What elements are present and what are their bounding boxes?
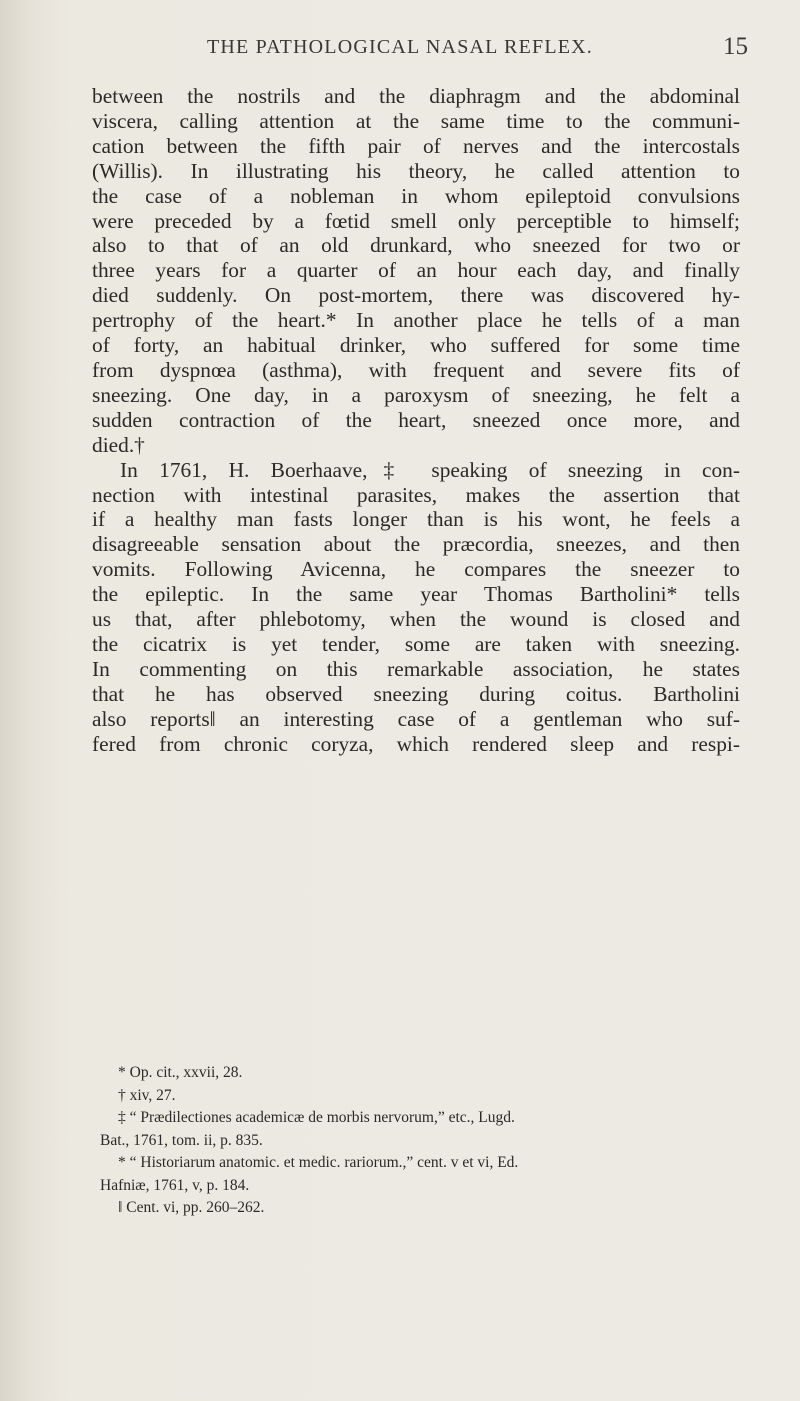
text-line: viscera, calling attention at the same time to the communi-	[92, 108, 740, 133]
footnote: ‖ Cent. vi, pp. 260–262.	[118, 1199, 265, 1216]
footnote: ‡ “ Prædilectiones academicæ de morbis nervorum,” etc., Lugd.	[118, 1109, 515, 1126]
text-line: cation between the fifth pair of nerves and the intercostals	[92, 133, 740, 158]
text-line: also to that of an old drunkard, who sneezed for two or	[92, 233, 740, 258]
text-line: vomits. Following Avicenna, he compares the sneezer to	[92, 557, 740, 582]
footnote: * “ Historiarum anatomic. et medic. rariorum.,” cent. v et vi, Ed.	[118, 1154, 519, 1171]
text-line: In commenting on this remarkable association, he states	[92, 656, 740, 681]
text-line: (Willis). In illustrating his theory, he called attention to	[92, 158, 740, 183]
text-line: the cicatrix is yet tender, some are taken with sneezing.	[92, 631, 740, 656]
text-line: died suddenly. On post-mortem, there was discovered hy-	[92, 283, 740, 308]
text-line: that he has observed sneezing during coitus. Bartholini	[92, 681, 740, 706]
text-line: fered from chronic coryza, which rendered sleep and respi-	[92, 731, 740, 756]
text-line: also reports‖ an interesting case of a gentleman who suf-	[92, 706, 740, 731]
footnotes	[100, 1062, 740, 1220]
footnote-continuation: Hafniæ, 1761, v, p. 184.	[100, 1176, 250, 1194]
text-line: died.†	[92, 432, 145, 457]
page-number: 15	[723, 33, 748, 60]
text-line: were preceded by a fœtid smell only perceptible to himself;	[92, 208, 740, 233]
footnote-continuation: Bat., 1761, tom. ii, p. 835.	[100, 1131, 263, 1149]
text-line: nection with intestinal parasites, makes the assertion that	[92, 482, 740, 507]
text-line: sneezing. One day, in a paroxysm of sneezing, he felt a	[92, 382, 740, 407]
text-line: us that, after phlebotomy, when the wound is closed and	[92, 607, 740, 632]
text-line: between the nostrils and the diaphragm and the abdominal	[92, 84, 740, 108]
footnote: † xiv, 27.	[118, 1086, 176, 1104]
footnote: * Op. cit., xxvii, 28.	[118, 1064, 243, 1081]
text-line: of forty, an habitual drinker, who suffered for some time	[92, 333, 740, 358]
text-line: sudden contraction of the heart, sneezed once more, and	[92, 407, 740, 432]
text-line: pertrophy of the heart.* In another place he tells of a man	[92, 308, 740, 333]
body-text	[92, 84, 740, 756]
text-line: disagreeable sensation about the præcordia, sneezes, and then	[92, 532, 740, 557]
text-line: from dyspnœa (asthma), with frequent and severe fits of	[92, 357, 740, 382]
text-line: the case of a nobleman in whom epileptoid convulsions	[92, 183, 740, 208]
running-title: THE PATHOLOGICAL NASAL REFLEX.	[207, 36, 593, 58]
text-line: the epileptic. In the same year Thomas Bartholini* tells	[92, 582, 740, 607]
text-line: if a healthy man fasts longer than is his wont, he feels a	[92, 507, 740, 532]
text-line: three years for a quarter of an hour each day, and finally	[92, 258, 740, 283]
text-line: In 1761, H. Boerhaave,‡ speaking of sneezing in con-	[120, 457, 740, 482]
